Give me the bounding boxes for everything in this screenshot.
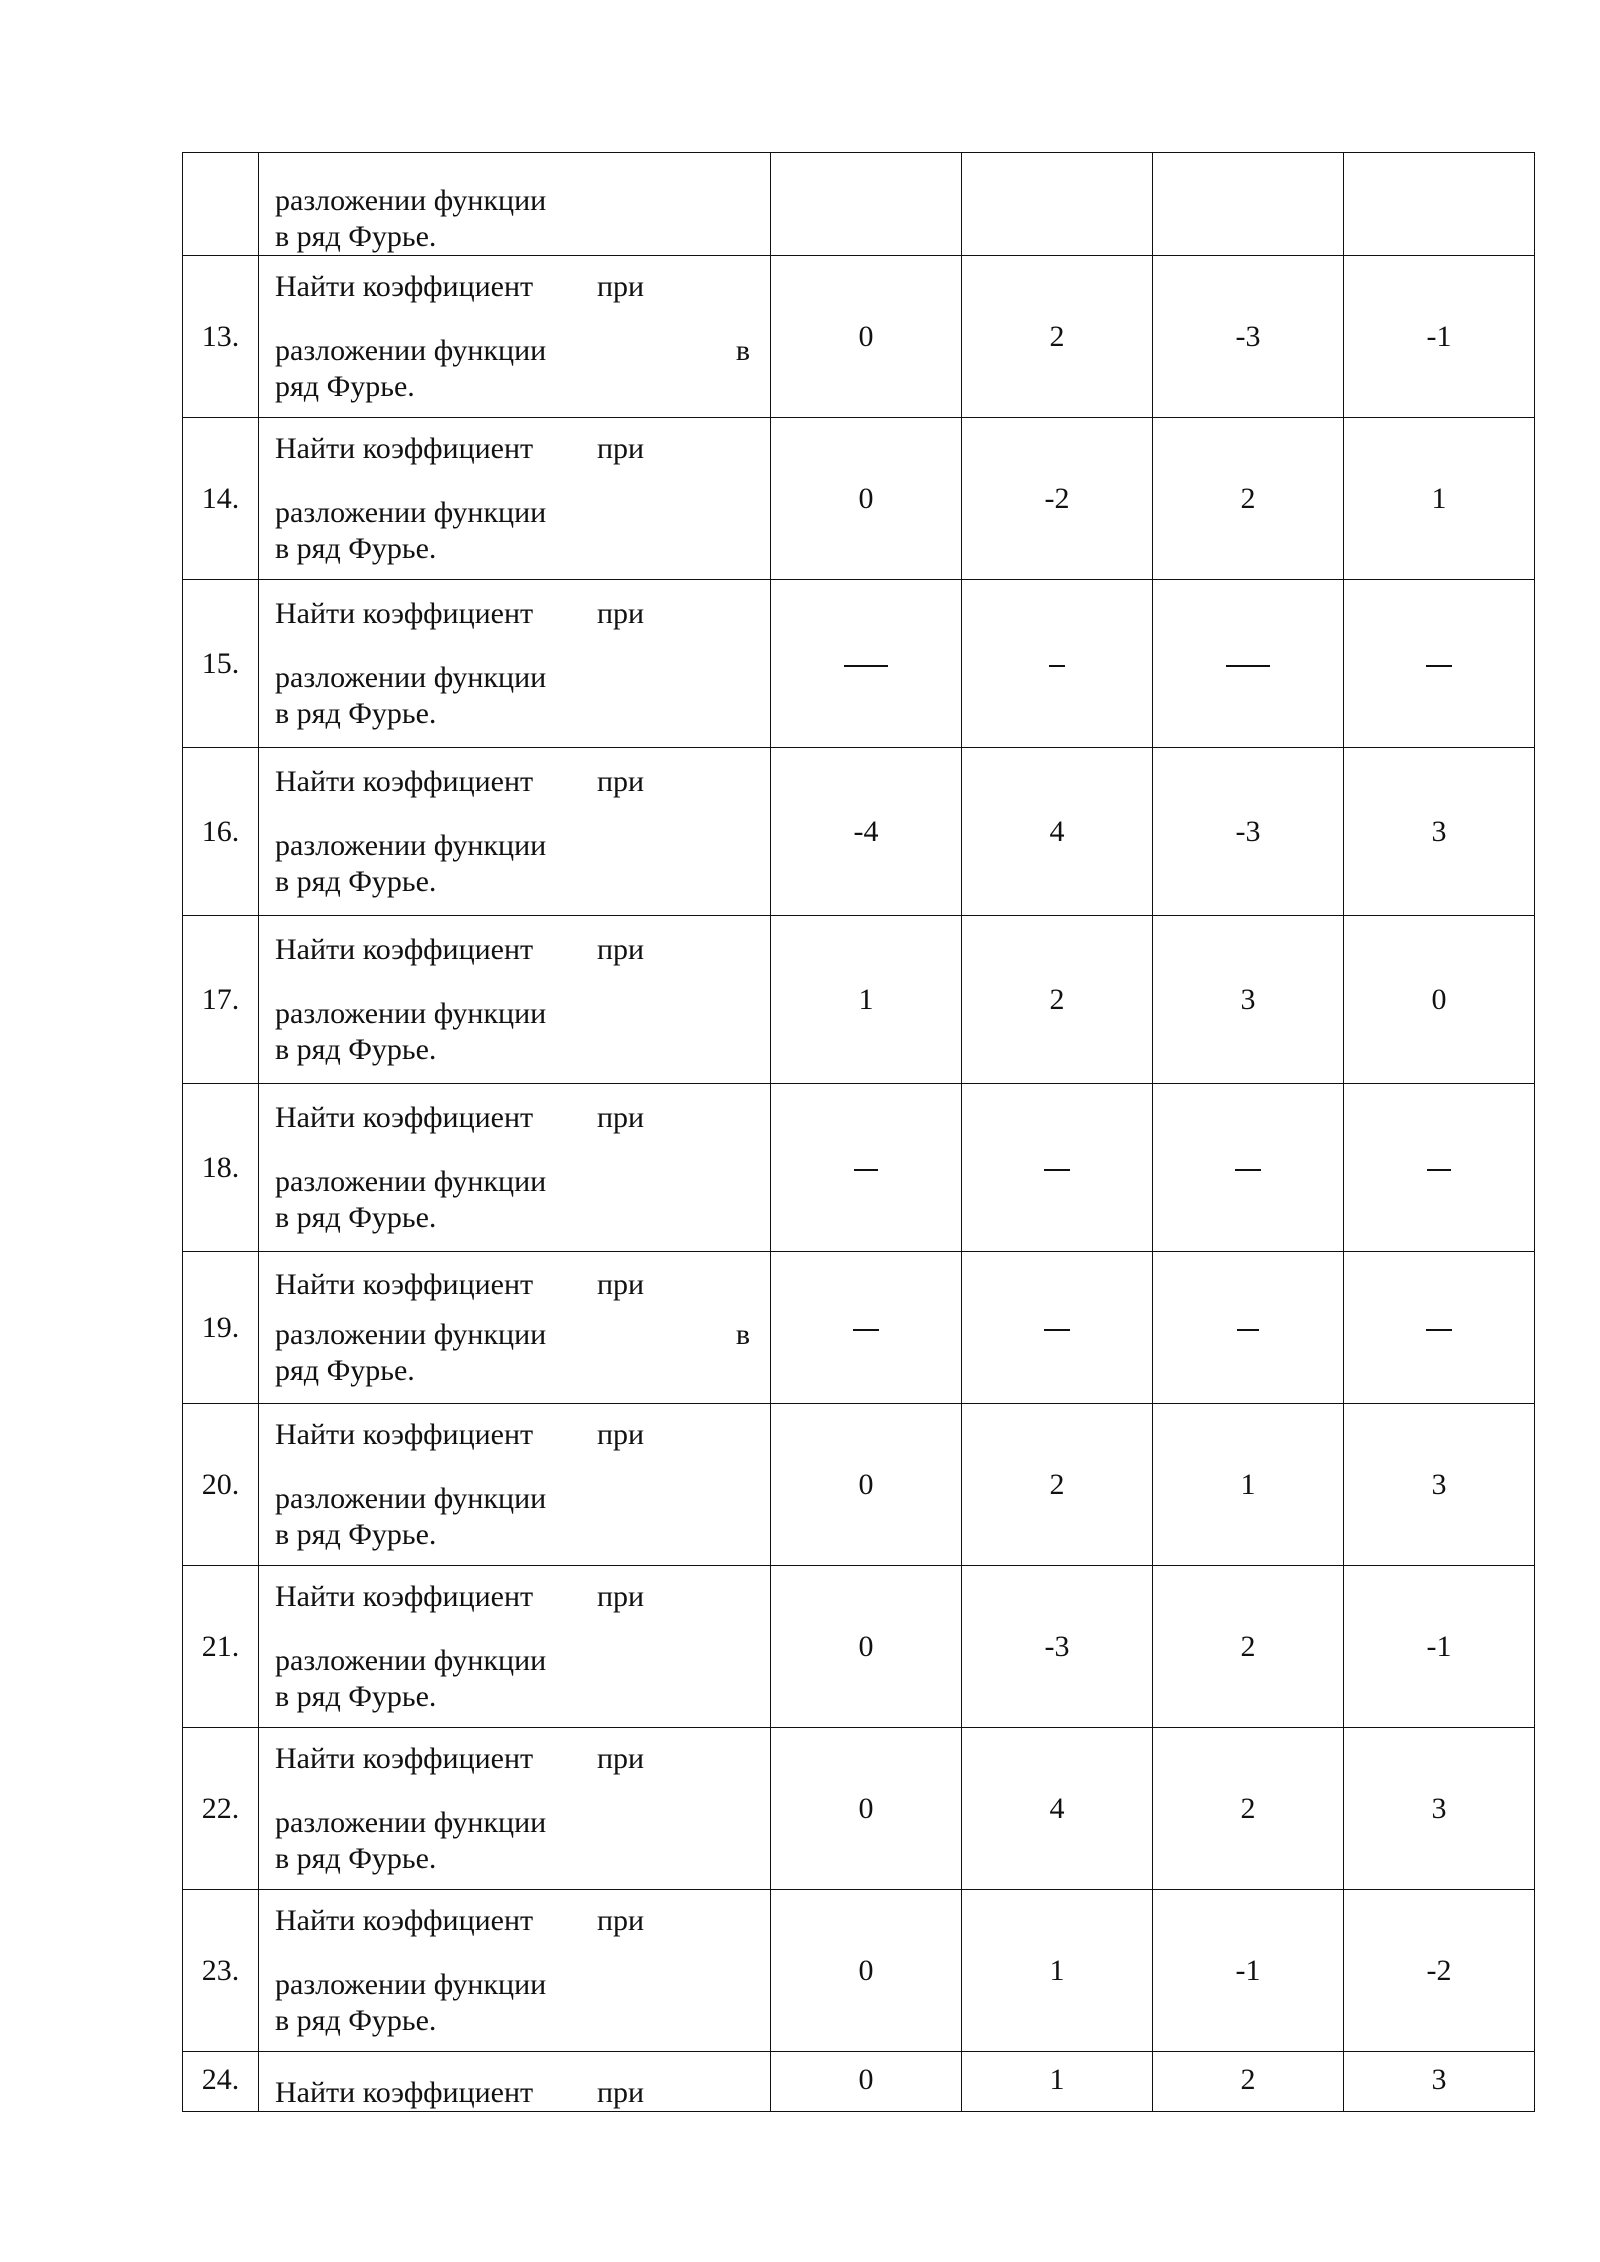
task-pri: при xyxy=(597,932,645,966)
task-text xyxy=(259,418,771,580)
answer-option-3 xyxy=(1153,580,1344,748)
fraction-bar xyxy=(1426,1329,1452,1331)
task-line-2 xyxy=(275,1317,750,1353)
task-number: 14. xyxy=(183,418,259,580)
answer-option-2 xyxy=(962,580,1153,748)
task-line-2-tail: в xyxy=(735,1317,750,1351)
task-find-coefficient: Найти коэффициент xyxy=(275,1267,534,1301)
task-pri: при xyxy=(597,1267,645,1301)
task-find-coefficient: Найти коэффициент xyxy=(275,1741,534,1775)
answer-option-1: 0 xyxy=(771,1566,962,1728)
formula-space xyxy=(275,1615,750,1643)
answer-option-1 xyxy=(771,1084,962,1252)
answer-option-1: 1 xyxy=(771,916,962,1084)
task-text xyxy=(259,748,771,916)
task-text xyxy=(259,580,771,748)
answer-option-3 xyxy=(1153,1252,1344,1404)
task-line-1 xyxy=(275,1903,750,1939)
task-line-1 xyxy=(275,1741,750,1777)
task-number: 21. xyxy=(183,1566,259,1728)
answer-option-4 xyxy=(1344,1084,1535,1252)
task-text xyxy=(259,1728,771,1890)
task-pri: при xyxy=(597,2076,645,2109)
task-find-coefficient: Найти коэффициент xyxy=(275,932,534,966)
task-line-1 xyxy=(275,431,750,467)
answer-option-3: 2 xyxy=(1153,1728,1344,1890)
table-row xyxy=(183,1084,1535,1252)
answer-option-2: 4 xyxy=(962,748,1153,916)
task-pri: при xyxy=(597,1741,645,1775)
answer-option-4: 3 xyxy=(1344,2052,1535,2112)
task-line-2 xyxy=(275,495,750,531)
answer-option-3: 1 xyxy=(1153,1404,1344,1566)
answer-option-4 xyxy=(1344,580,1535,748)
answer-option-1: 0 xyxy=(771,1404,962,1566)
fraction-bar xyxy=(1226,665,1270,667)
formula-space xyxy=(275,1136,750,1164)
task-find-coefficient: Найти коэффициент xyxy=(275,764,534,798)
answer-option-2: 1 xyxy=(962,2052,1153,2112)
task-line-2 xyxy=(275,1481,750,1517)
answer-option-3: -1 xyxy=(1153,1890,1344,2052)
task-function-expansion: разложении функции xyxy=(275,1967,547,2001)
answer-option-4: 0 xyxy=(1344,916,1535,1084)
formula-space xyxy=(275,1777,750,1805)
answer-option-3: 2 xyxy=(1153,418,1344,580)
task-find-coefficient: Найти коэффициент xyxy=(275,1903,534,1937)
task-number: 18. xyxy=(183,1084,259,1252)
task-text xyxy=(259,1404,771,1566)
task-text xyxy=(259,1252,771,1404)
answer-option-4: -1 xyxy=(1344,1566,1535,1728)
answer-option-1 xyxy=(771,1252,962,1404)
fraction-bar xyxy=(854,1169,878,1171)
task-number: 19. xyxy=(183,1252,259,1404)
formula-space xyxy=(275,968,750,996)
task-line-3: в ряд Фурье. xyxy=(275,2003,437,2037)
task-line-1 xyxy=(275,2075,750,2111)
task-line-2 xyxy=(275,1643,750,1679)
answer-option-1: 0 xyxy=(771,2052,962,2112)
task-text xyxy=(259,916,771,1084)
answer-option-1: 0 xyxy=(771,1890,962,2052)
answer-option-3 xyxy=(1153,1084,1344,1252)
table-row xyxy=(183,256,1535,418)
task-line-2 xyxy=(275,183,750,219)
table-row xyxy=(183,1566,1535,1728)
answer-option-2: 2 xyxy=(962,916,1153,1084)
task-line-3: в ряд Фурье. xyxy=(275,1032,437,1066)
fraction-bar xyxy=(1044,1169,1070,1171)
task-line-3: ряд Фурье. xyxy=(275,1353,415,1387)
formula-space xyxy=(275,1453,750,1481)
task-function-expansion: разложении функции xyxy=(275,1164,547,1198)
task-line-3: в ряд Фурье. xyxy=(275,696,437,730)
fraction-bar xyxy=(1049,665,1065,667)
answer-option-2 xyxy=(962,1252,1153,1404)
formula-space xyxy=(275,305,750,333)
task-function-expansion: разложении функции xyxy=(275,660,547,694)
answer-option-2: -2 xyxy=(962,418,1153,580)
task-pri: при xyxy=(597,764,645,798)
task-function-expansion: разложении функции xyxy=(275,828,547,862)
answer-option-3: 2 xyxy=(1153,2052,1344,2112)
task-find-coefficient: Найти коэффициент xyxy=(275,269,534,303)
task-line-2 xyxy=(275,1805,750,1841)
task-line-1 xyxy=(275,1417,750,1453)
task-find-coefficient: Найти коэффициент xyxy=(275,596,534,630)
answer-option-2 xyxy=(962,153,1153,256)
task-line-2-tail: в xyxy=(735,333,750,367)
answer-option-2: 1 xyxy=(962,1890,1153,2052)
table-row xyxy=(183,153,1535,256)
task-pri: при xyxy=(597,1579,645,1613)
answer-option-4: 3 xyxy=(1344,748,1535,916)
answer-option-4: 1 xyxy=(1344,418,1535,580)
table-row xyxy=(183,418,1535,580)
task-function-expansion: разложении функции xyxy=(275,996,547,1030)
task-function-expansion: разложении функции xyxy=(275,184,547,217)
answer-option-2: 2 xyxy=(962,1404,1153,1566)
task-number: 23. xyxy=(183,1890,259,2052)
task-text xyxy=(259,1084,771,1252)
task-function-expansion: разложении функции xyxy=(275,1805,547,1839)
task-text xyxy=(259,2052,771,2112)
task-line-3: в ряд Фурье. xyxy=(275,1679,437,1713)
task-line-2 xyxy=(275,1967,750,2003)
task-line-1 xyxy=(275,596,750,632)
formula-space xyxy=(275,467,750,495)
table-row xyxy=(183,1252,1535,1404)
table-row xyxy=(183,1890,1535,2052)
tasks-table-body xyxy=(183,153,1535,2112)
table-row xyxy=(183,748,1535,916)
answer-option-3: 2 xyxy=(1153,1566,1344,1728)
task-number: 22. xyxy=(183,1728,259,1890)
task-text xyxy=(259,1566,771,1728)
task-pri: при xyxy=(597,1417,645,1451)
task-line-3: в ряд Фурье. xyxy=(275,864,437,898)
task-pri: при xyxy=(597,1903,645,1937)
task-number: 16. xyxy=(183,748,259,916)
task-number: 13. xyxy=(183,256,259,418)
task-number xyxy=(183,153,259,256)
fraction-bar xyxy=(1235,1169,1261,1171)
task-pri: при xyxy=(597,269,645,303)
task-function-expansion: разложении функции xyxy=(275,495,547,529)
answer-option-4: -2 xyxy=(1344,1890,1535,2052)
task-line-3: ряд Фурье. xyxy=(275,369,415,403)
task-pri: при xyxy=(597,1100,645,1134)
task-line-2 xyxy=(275,996,750,1032)
formula-space xyxy=(275,800,750,828)
task-line-2 xyxy=(275,828,750,864)
answer-option-3: -3 xyxy=(1153,748,1344,916)
task-line-3: в ряд Фурье. xyxy=(275,1841,437,1875)
task-find-coefficient: Найти коэффициент xyxy=(275,1579,534,1613)
answer-option-3 xyxy=(1153,153,1344,256)
task-number: 20. xyxy=(183,1404,259,1566)
table-row xyxy=(183,580,1535,748)
task-text xyxy=(259,256,771,418)
task-line-2 xyxy=(275,333,750,369)
answer-option-1 xyxy=(771,153,962,256)
task-line-1 xyxy=(275,1267,750,1303)
table-row xyxy=(183,1404,1535,1566)
task-line-2 xyxy=(275,1164,750,1200)
task-pri: при xyxy=(597,431,645,465)
answer-option-2: 2 xyxy=(962,256,1153,418)
formula-space xyxy=(275,1939,750,1967)
task-line-3: в ряд Фурье. xyxy=(275,220,437,253)
task-number: 17. xyxy=(183,916,259,1084)
answer-option-3: -3 xyxy=(1153,256,1344,418)
task-line-3: в ряд Фурье. xyxy=(275,531,437,565)
answer-option-4: 3 xyxy=(1344,1404,1535,1566)
answer-option-3: 3 xyxy=(1153,916,1344,1084)
answer-option-1: 0 xyxy=(771,1728,962,1890)
fraction-bar xyxy=(1427,1169,1451,1171)
formula-space xyxy=(275,632,750,660)
task-find-coefficient: Найти коэффициент xyxy=(275,2076,534,2109)
fraction-bar xyxy=(1044,1329,1070,1331)
fraction-bar xyxy=(853,1329,879,1331)
answer-option-1: 0 xyxy=(771,418,962,580)
answer-option-2: 4 xyxy=(962,1728,1153,1890)
fraction-bar xyxy=(1237,1329,1259,1331)
answer-option-4: 3 xyxy=(1344,1728,1535,1890)
answer-option-1: -4 xyxy=(771,748,962,916)
task-number: 24. xyxy=(183,2052,259,2112)
task-line-3: в ряд Фурье. xyxy=(275,1517,437,1551)
fraction-bar xyxy=(844,665,888,667)
task-find-coefficient: Найти коэффициент xyxy=(275,1100,534,1134)
answer-option-4 xyxy=(1344,153,1535,256)
task-function-expansion: разложении функции xyxy=(275,1317,547,1351)
task-function-expansion: разложении функции xyxy=(275,1481,547,1515)
answer-option-2 xyxy=(962,1084,1153,1252)
task-line-1 xyxy=(275,1100,750,1136)
task-text xyxy=(259,1890,771,2052)
fraction-bar xyxy=(1426,665,1452,667)
task-line-2 xyxy=(275,660,750,696)
table-row xyxy=(183,2052,1535,2112)
task-text xyxy=(259,153,771,256)
task-line-1 xyxy=(275,764,750,800)
task-find-coefficient: Найти коэффициент xyxy=(275,1417,534,1451)
task-pri: при xyxy=(597,596,645,630)
task-find-coefficient: Найти коэффициент xyxy=(275,431,534,465)
task-number: 15. xyxy=(183,580,259,748)
task-function-expansion: разложении функции xyxy=(275,1643,547,1677)
table-row xyxy=(183,1728,1535,1890)
task-line-1 xyxy=(275,1579,750,1615)
tasks-table xyxy=(182,152,1535,2112)
task-line-3: в ряд Фурье. xyxy=(275,1200,437,1234)
answer-option-4: -1 xyxy=(1344,256,1535,418)
answer-option-4 xyxy=(1344,1252,1535,1404)
answer-option-1 xyxy=(771,580,962,748)
formula-space xyxy=(275,1303,750,1317)
answer-option-1: 0 xyxy=(771,256,962,418)
task-line-1 xyxy=(275,269,750,305)
table-row xyxy=(183,916,1535,1084)
task-function-expansion: разложении функции xyxy=(275,333,547,367)
task-line-1 xyxy=(275,932,750,968)
answer-option-2: -3 xyxy=(962,1566,1153,1728)
